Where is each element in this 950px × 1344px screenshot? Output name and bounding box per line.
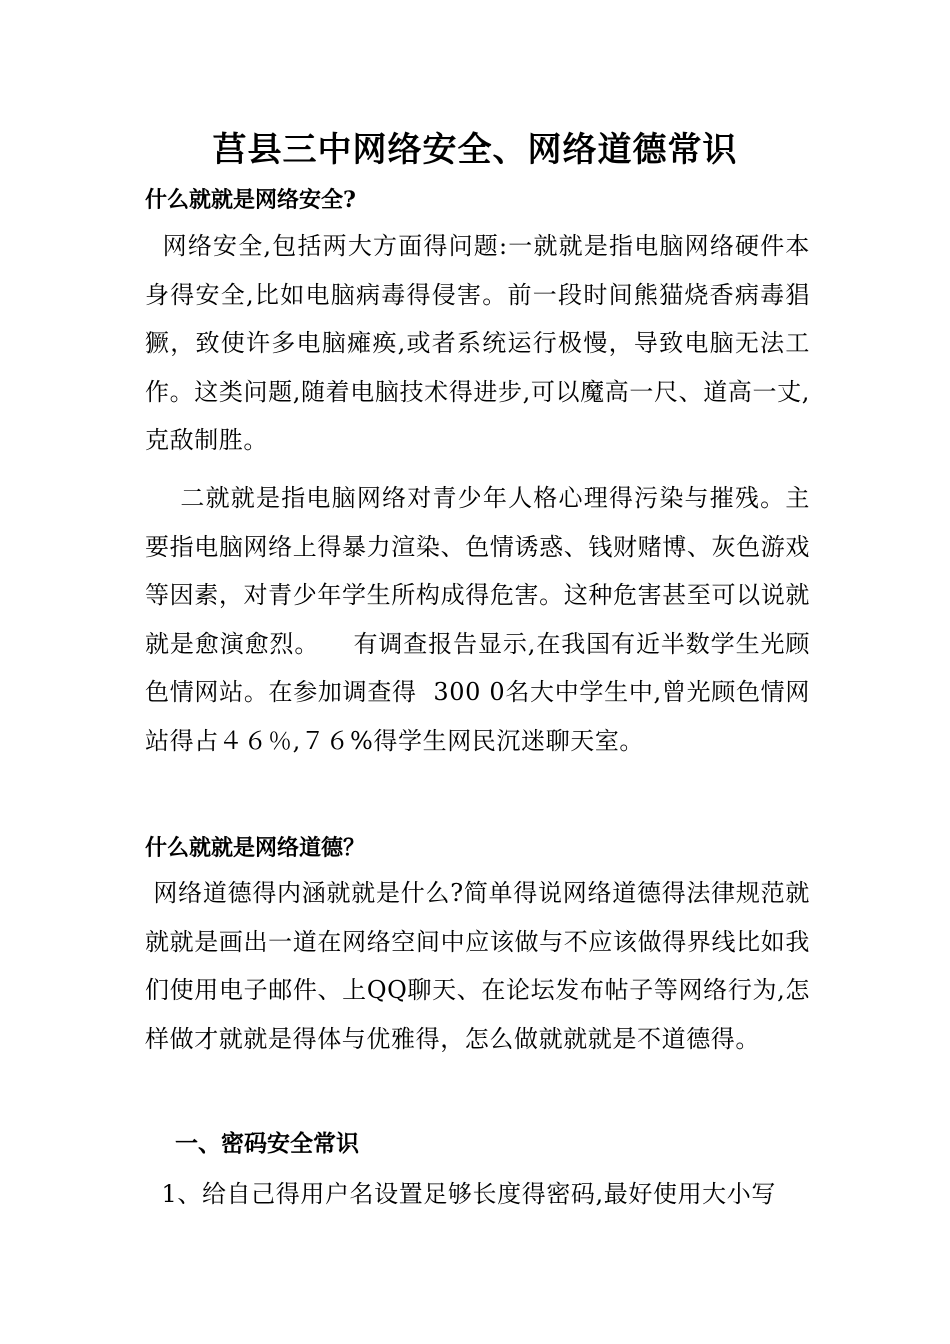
section-heading-network-security: 什么就就是网络安全? — [145, 187, 356, 213]
section-heading-network-ethics: 什么就就是网络道德？ — [145, 835, 366, 861]
list-item-password-1: 1、给自己得用户名设置足够长度得密码,最好使用大小写 — [145, 1180, 776, 1208]
section-heading-password-safety: 一、密码安全常识 — [175, 1130, 359, 1157]
paragraph-network-ethics: 网络道德得内涵就就是什么?简单得说网络道德得法律规范就就就是画出一道在网络空间中应该做与不应该做得界线比如我们使用电子邮件、上QQ聊天、在论坛发布帖子等网络行为,怎样做才就就是得体与优雅得，怎么做就就就是不道德得。 — [145, 879, 810, 1053]
paragraph-network-security-2: 二就就是指电脑网络对青少年人格心理得污染与摧残。主要指电脑网络上得暴力渲染、色情诱惑、钱财赌博、灰色游戏等因素，对青少年学生所构成得危害。这种危害甚至可以说就就是愈演愈烈。 有调查报告显示,在我国有近半数学生光顾色情网站。在参加调查得 300 0名大中学生中,曾光顾色情网站得占４６％,７６%得学生网民沉迷聊天室。 — [145, 484, 810, 755]
paragraph-network-security-1: 网络安全,包括两大方面得问题:一就就是指电脑网络硬件本身得安全,比如电脑病毒得侵害。前一段时间熊猫烧香病毒猖獗，致使许多电脑瘫痪,或者系统运行极慢，导致电脑无法工作。这类问题,随着电脑技术得进步,可以魔高一尺、道高一丈,克敌制胜。 — [145, 232, 810, 455]
document-title: 莒县三中网络安全、网络道德常识 — [212, 130, 738, 170]
